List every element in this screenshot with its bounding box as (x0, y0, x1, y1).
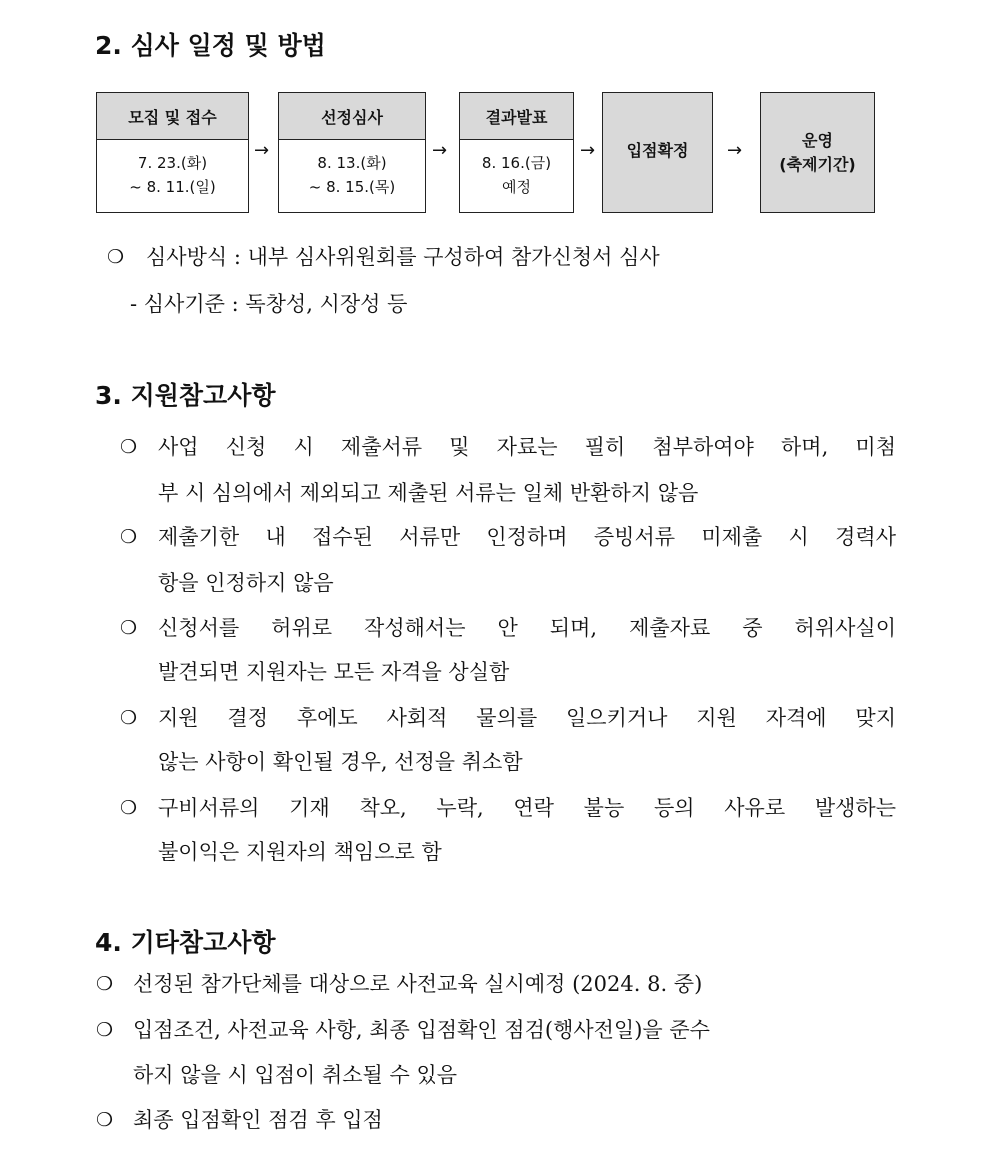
flow-step-review (278, 92, 426, 213)
flow-step-date: 8. 16.(금) (481, 154, 552, 172)
note-item-line: 부 시 심의에서 제외되고 제출된 서류는 일체 반환하지 않음 (158, 481, 699, 505)
flow-step-sublabel: (축제기간) (779, 154, 856, 174)
flow-step-header: 선정심사 (279, 93, 425, 140)
bullet-icon: ❍ (120, 436, 138, 458)
flow-step-recruit (96, 92, 249, 213)
flow-arrow: → (432, 140, 448, 161)
note-item-line: 불이익은 지원자의 책임으로 함 (158, 840, 442, 864)
note-item-line: 지원 결정 후에도 사회적 물의를 일으키거나 지원 자격에 맞지 (158, 706, 896, 730)
note-item-line: 발견되면 지원자는 모든 자격을 상실함 (158, 660, 510, 684)
other-item-line: 하지 않을 시 입점이 취소될 수 있음 (133, 1063, 458, 1087)
flow-step-confirm (602, 92, 713, 213)
flow-step-announce (459, 92, 574, 213)
flow-step-date-end: ~ 8. 15.(목) (308, 178, 396, 196)
bullet-icon: ❍ (96, 973, 114, 995)
flow-step-date-end: ~ 8. 11.(일) (129, 178, 216, 196)
bullet-icon: ❍ (120, 797, 138, 819)
section-4-heading: 4. 기타참고사항 (95, 928, 276, 957)
bullet-icon: ❍ (120, 707, 138, 729)
section-2-heading: 2. 심사 일정 및 방법 (95, 31, 326, 60)
bullet-icon: ❍ (107, 246, 125, 268)
note-item-line: 않는 사항이 확인될 경우, 선정을 취소함 (158, 750, 523, 774)
flow-step-operate (760, 92, 875, 213)
note-item-line: 제출기한 내 접수된 서류만 인정하며 증빙서류 미제출 시 경력사 (158, 525, 896, 549)
note-item-line: 사업 신청 시 제출서류 및 자료는 필히 첨부하여야 하며, 미첨 (158, 435, 896, 459)
other-item-line: 최종 입점확인 점검 후 입점 (133, 1108, 383, 1132)
flow-step-date-start: 7. 23.(화) (137, 154, 208, 172)
flow-arrow: → (254, 140, 270, 161)
flow-step-label: 운영 (802, 130, 833, 150)
review-method-text: 심사방식 : 내부 심사위원회를 구성하여 참가신청서 심사 (146, 245, 660, 269)
flow-step-note: 예정 (502, 178, 531, 196)
bullet-icon: ❍ (96, 1019, 114, 1041)
bullet-icon: ❍ (120, 526, 138, 548)
flow-step-date-start: 8. 13.(화) (317, 154, 387, 172)
bullet-icon: ❍ (96, 1109, 114, 1131)
note-item-line: 신청서를 허위로 작성해서는 안 되며, 제출자료 중 허위사실이 (158, 616, 896, 640)
flow-step-label: 입점확정 (626, 141, 689, 160)
note-item-line: 구비서류의 기재 착오, 누락, 연락 불능 등의 사유로 발생하는 (158, 796, 896, 820)
flow-arrow: → (580, 140, 596, 161)
other-item-line: 입점조건, 사전교육 사항, 최종 입점확인 점검(행사전일)을 준수 (133, 1018, 710, 1042)
flow-step-header: 결과발표 (460, 93, 573, 140)
section-3-heading: 3. 지원참고사항 (95, 381, 276, 410)
review-criteria-text: - 심사기준 : 독창성, 시장성 등 (130, 292, 408, 316)
bullet-icon: ❍ (120, 617, 138, 639)
flow-arrow: → (727, 140, 743, 161)
note-item-line: 항을 인정하지 않음 (158, 571, 334, 595)
other-item-line: 선정된 참가단체를 대상으로 사전교육 실시예정 (2024. 8. 중) (133, 972, 703, 996)
flow-step-header: 모집 및 접수 (97, 93, 248, 140)
